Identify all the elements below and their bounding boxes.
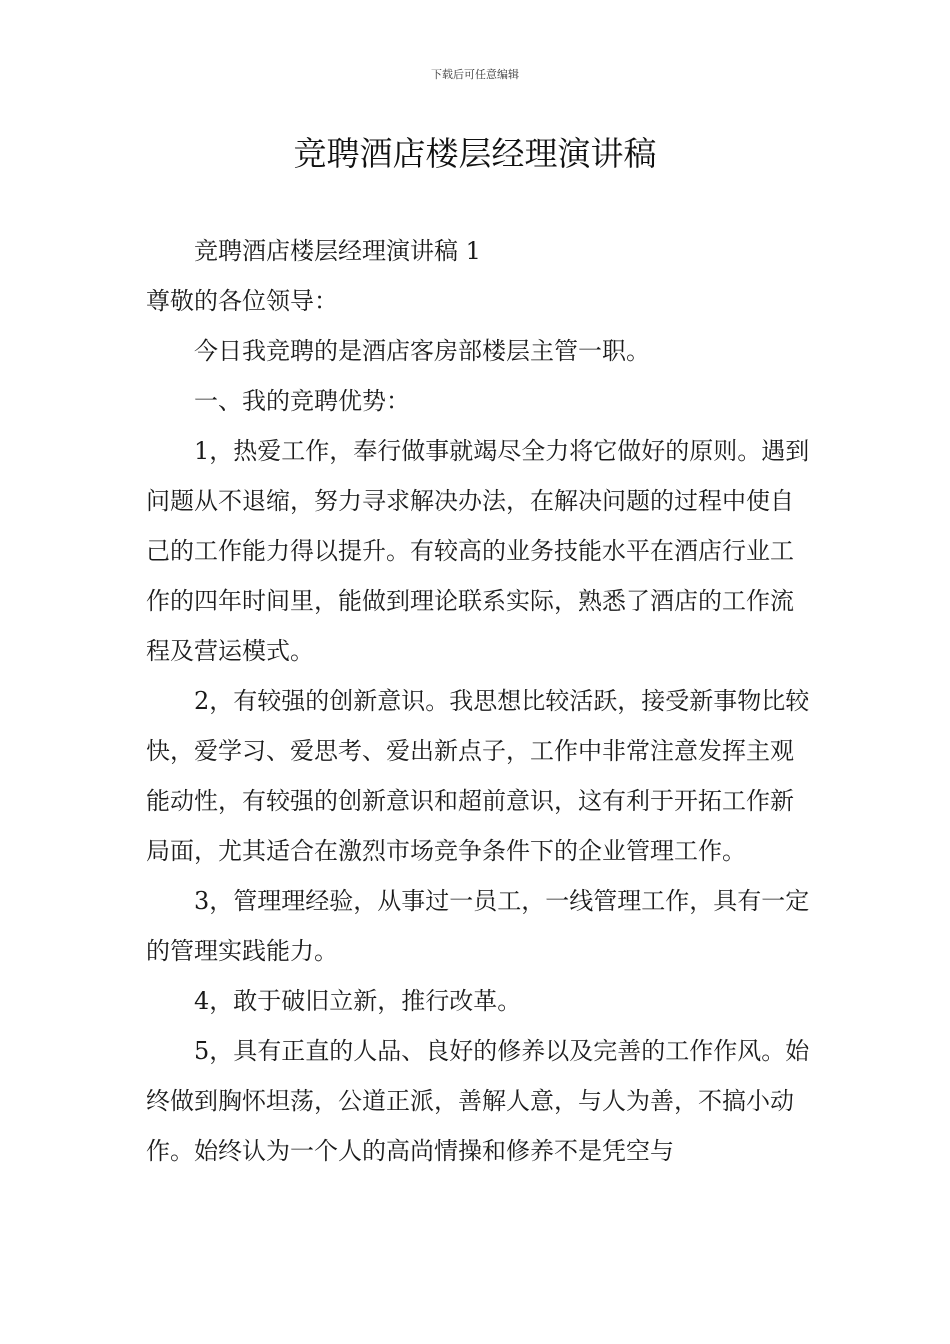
paragraph: 5，具有正直的人品、良好的修养以及完善的工作作风。始终做到胸怀坦荡，公道正派，善解人意，与人为善，不搞小动作。始终认为一个人的高尚情操和修养不是凭空与 bbox=[146, 1037, 810, 1165]
paragraph: 今日我竞聘的是酒店客房部楼层主管一职。 bbox=[194, 337, 650, 365]
paragraph-subtitle: 竞聘酒店楼层经理演讲稿 1 bbox=[194, 237, 481, 265]
paragraph-salutation: 尊敬的各位领导： bbox=[146, 287, 338, 315]
document-body bbox=[146, 226, 816, 1176]
paragraph: 4，敢于破旧立新，推行改革。 bbox=[194, 987, 522, 1015]
paragraph: 3，管理理经验，从事过一员工，一线管理工作，具有一定的管理实践能力。 bbox=[146, 887, 810, 965]
paragraph-section-heading: 一、我的竞聘优势： bbox=[194, 387, 410, 415]
paragraph: 2，有较强的创新意识。我思想比较活跃，接受新事物比较快，爱学习、爱思考、爱出新点子，工作中非常注意发挥主观能动性，有较强的创新意识和超前意识，这有利于开拓工作新局面，尤其适合在激烈市场竞争条件下的企业管理工作。 bbox=[146, 687, 810, 865]
document-title: 竞聘酒店楼层经理演讲稿 bbox=[293, 134, 657, 173]
paragraph: 1，热爱工作，奉行做事就竭尽全力将它做好的原则。遇到问题从不退缩，努力寻求解决办法，在解决问题的过程中使自己的工作能力得以提升。有较高的业务技能水平在酒店行业工作的四年时间里，能做到理论联系实际，熟悉了酒店的工作流程及营运模式。 bbox=[146, 437, 810, 665]
header-note: 下载后可任意编辑 bbox=[431, 68, 519, 81]
